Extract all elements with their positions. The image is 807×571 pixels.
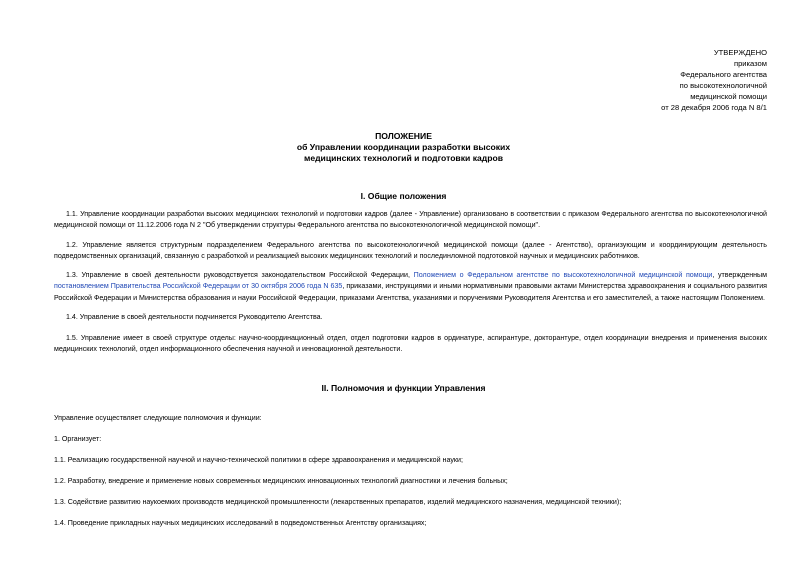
paragraph-text: , утвержденным	[712, 271, 768, 279]
approval-line: медицинской помощи	[690, 92, 767, 102]
paragraph-text: 1.3. Управление в своей деятельности руководствуется законодательством Российской Федерации,	[66, 271, 414, 279]
title-line: об Управлении координации разработки высоких	[296, 142, 511, 153]
approval-line: Федерального агентства	[680, 70, 767, 80]
paragraph-text: , приказами, инструкциями и иными нормативными правовыми актами Министерства здравоохранения и социального развития Российской Федерации и Министерства образования и науки Российской Федерации, приказами Агентства, указаниями и поручениями Руководителя Агентства и его заместителей, а также настоящим Положением.	[54, 282, 768, 302]
list-item: 1.2. Разработку, внедрение и применение новых современных медицинских инновационных технологий диагностики и лечения больных;	[54, 477, 508, 485]
section-heading-general: I. Общие положения	[360, 191, 447, 201]
paragraph-1-2: 1.2. Управление является структурным подразделением Федерального агентства по высокотехнологичной медицинской помощи (далее - Агентство), организующим и координирующим деятельность подведомственных организаций, связанную с разработкой и реализацией высоких медицинских технологий и послединломной подготовкой научных и медицинских работников.	[54, 241, 767, 261]
approval-line: УТВЕРЖДЕНО	[713, 48, 767, 57]
approval-line: от 28 декабря 2006 года N 8/1	[661, 103, 767, 113]
list-item: 1. Организует:	[54, 435, 102, 443]
government-decree-link[interactable]: постановлением Правительства Российской Федерации от 30 октября 2006 года N 635	[54, 282, 343, 291]
regulation-link[interactable]: Положением о Федеральном агентстве по высокотехнологичной медицинской помощи	[413, 271, 713, 279]
approval-line: по высокотехнологичной	[679, 81, 767, 91]
powers-intro: Управление осуществляет следующие полномочия и функции:	[54, 414, 262, 422]
list-item: 1.1. Реализацию государственной научной и научно-технической политики в сфере здравоохранения и медицинской науки;	[54, 456, 463, 464]
approval-stamp	[661, 47, 767, 114]
paragraph-1-1: 1.1. Управление координации разработки высоких медицинских технологий и подготовки кадров (далее - Управление) организовано в соответствии с приказом Федерального агентства по высокотехнологичной медицинской помощи от 11.12.2006 года N 2 "Об утверждении структуры Федерального агентства по высокотехнологичной медицинской помощи".	[54, 210, 767, 230]
paragraph-1-3	[54, 270, 767, 304]
paragraph-1-5: 1.5. Управление имеет в своей структуре отделы: научно-координационный отдел, отдел подготовки кадров в ординатуре, аспирантуре, докторантуре, отдел координации внедрения и применения высоких медицинских технологий, отдел информационного обеспечения научной и инновационной деятельности.	[54, 334, 767, 354]
document-title	[0, 131, 807, 165]
list-item: 1.4. Проведение прикладных научных медицинских исследований в подведомственных Агентству организациях;	[54, 519, 427, 527]
approval-line: приказом	[733, 59, 767, 69]
list-item: 1.3. Содействие развитию наукоемких производств медицинской промышленности (лекарственных препаратов, изделий медицинского назначения, медицинской техники);	[54, 498, 622, 506]
title-line: ПОЛОЖЕНИЕ	[375, 131, 432, 141]
section-heading-powers: II. Полномочия и функции Управления	[321, 383, 486, 393]
paragraph-1-4: 1.4. Управление в своей деятельности подчиняется Руководителю Агентства.	[66, 313, 323, 321]
title-line: медицинских технологий и подготовки кадров	[303, 153, 504, 164]
